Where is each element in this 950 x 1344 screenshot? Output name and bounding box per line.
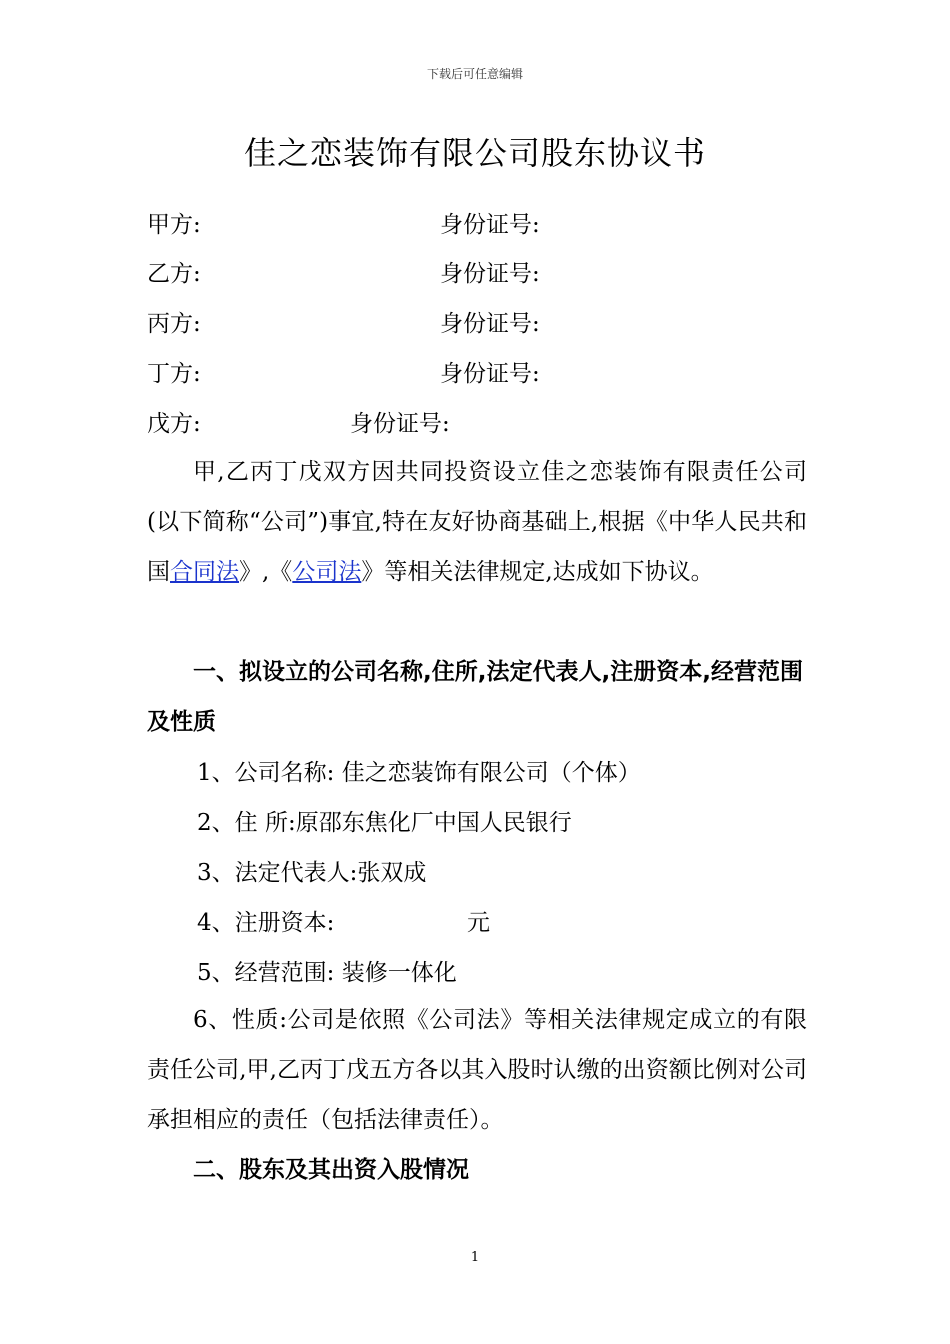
contract-law-link[interactable]: 合同法 xyxy=(170,559,239,585)
document-title: 佳之恋装饰有限公司股东协议书 xyxy=(243,134,706,172)
company-law-link[interactable]: 公司法 xyxy=(292,559,362,585)
intro-text-3: 》等相关法律规定,达成如下协议。 xyxy=(361,559,714,585)
intro-text-2: 》,《 xyxy=(239,559,293,585)
page-number: 1 xyxy=(470,1250,480,1265)
item-business-scope: 5、经营范围: 装修一体化 xyxy=(197,960,457,986)
section-2-heading: 二、股东及其出资入股情况 xyxy=(193,1157,469,1183)
party-a-label: 甲方: xyxy=(147,212,201,238)
party-b-label: 乙方: xyxy=(147,261,201,287)
party-d-id-label: 身份证号: xyxy=(440,361,540,387)
intro-text-1: 甲,乙丙丁戊双方因共同投资设立佳之恋装饰有限责任公司(以下简称“公司”)事宜,特在友好协商基础上,根据《中华人民共和国 xyxy=(147,459,807,585)
item-address: 2、住 所:原邵东焦化厂中国人民银行 xyxy=(197,810,572,836)
item-registered-capital xyxy=(197,908,490,938)
capital-label: 4、注册资本: xyxy=(197,910,335,936)
party-c-id-label: 身份证号: xyxy=(440,311,540,337)
item-legal-representative: 3、法定代表人:张双成 xyxy=(197,860,427,886)
party-c-label: 丙方: xyxy=(147,311,201,337)
intro-paragraph xyxy=(147,447,807,597)
party-b-id-label: 身份证号: xyxy=(440,261,540,287)
party-d-label: 丁方: xyxy=(147,361,201,387)
section-1-heading: 一、拟设立的公司名称,住所,法定代表人,注册资本,经营范围及性质 xyxy=(147,659,803,735)
party-e-id-label: 身份证号: xyxy=(350,411,450,437)
capital-unit: 元 xyxy=(467,910,490,936)
item-nature-paragraph: 6、性质:公司是依照《公司法》等相关法律规定成立的有限责任公司,甲,乙丙丁戊五方各以其入股时认缴的出资额比例对公司承担相应的责任（包括法律责任）。 xyxy=(147,1007,807,1133)
party-a-id-label: 身份证号: xyxy=(440,212,540,238)
item-company-name: 1、公司名称: 佳之恋装饰有限公司（个体） xyxy=(197,760,641,786)
header-note: 下载后可任意编辑 xyxy=(426,67,523,81)
party-e-label: 戊方: xyxy=(147,411,201,437)
